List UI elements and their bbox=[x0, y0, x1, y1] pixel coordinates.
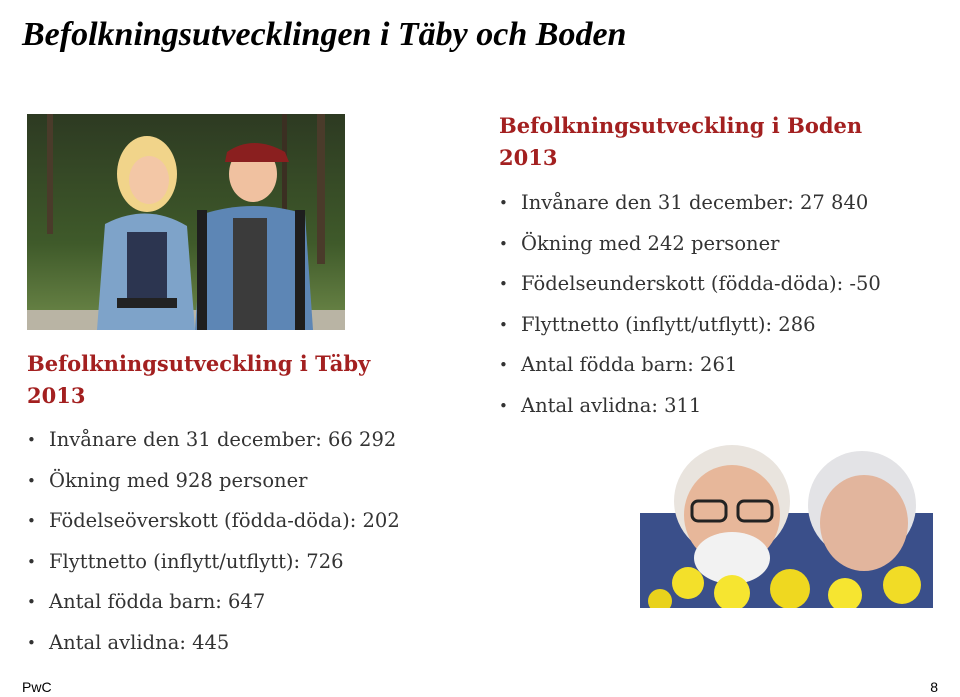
boden-stats-list bbox=[499, 183, 881, 426]
taby-stat-item: • Invånare den 31 december: 66 292 bbox=[27, 420, 400, 461]
taby-heading-year: 2013 bbox=[27, 383, 86, 408]
footer-brand: PwC bbox=[22, 679, 52, 695]
taby-stat-item: • Antal avlidna: 445 bbox=[27, 623, 400, 664]
boden-stat-item: • Antal födda barn: 261 bbox=[499, 345, 881, 386]
boden-stat-item: • Invånare den 31 december: 27 840 bbox=[499, 183, 881, 224]
boden-heading-title: Befolkningsutveckling i Boden bbox=[499, 113, 863, 138]
boden-heading bbox=[499, 110, 939, 174]
taby-stat-item: • Ökning med 928 personer bbox=[27, 461, 400, 502]
boden-stat-item: • Födelseunderskott (födda-döda): -50 bbox=[499, 264, 881, 305]
boden-heading-year: 2013 bbox=[499, 145, 558, 170]
taby-heading-title: Befolkningsutveckling i Täby bbox=[27, 351, 371, 376]
taby-stat-item: • Antal födda barn: 647 bbox=[27, 582, 400, 623]
boden-stat-item: • Antal avlidna: 311 bbox=[499, 386, 881, 427]
elderly-couple-photo bbox=[640, 443, 933, 608]
taby-stat-item: • Flyttnetto (inflytt/utflytt): 726 bbox=[27, 542, 400, 583]
taby-stat-item: • Födelseöverskott (födda-döda): 202 bbox=[27, 501, 400, 542]
taby-stats-list bbox=[27, 420, 400, 663]
slide-title: Befolkningsutvecklingen i Täby och Boden bbox=[22, 16, 627, 53]
boden-stat-item: • Flyttnetto (inflytt/utflytt): 286 bbox=[499, 305, 881, 346]
children-photo bbox=[27, 114, 345, 330]
taby-heading bbox=[27, 348, 447, 412]
page-number: 8 bbox=[930, 679, 938, 695]
boden-stat-item: • Ökning med 242 personer bbox=[499, 224, 881, 265]
